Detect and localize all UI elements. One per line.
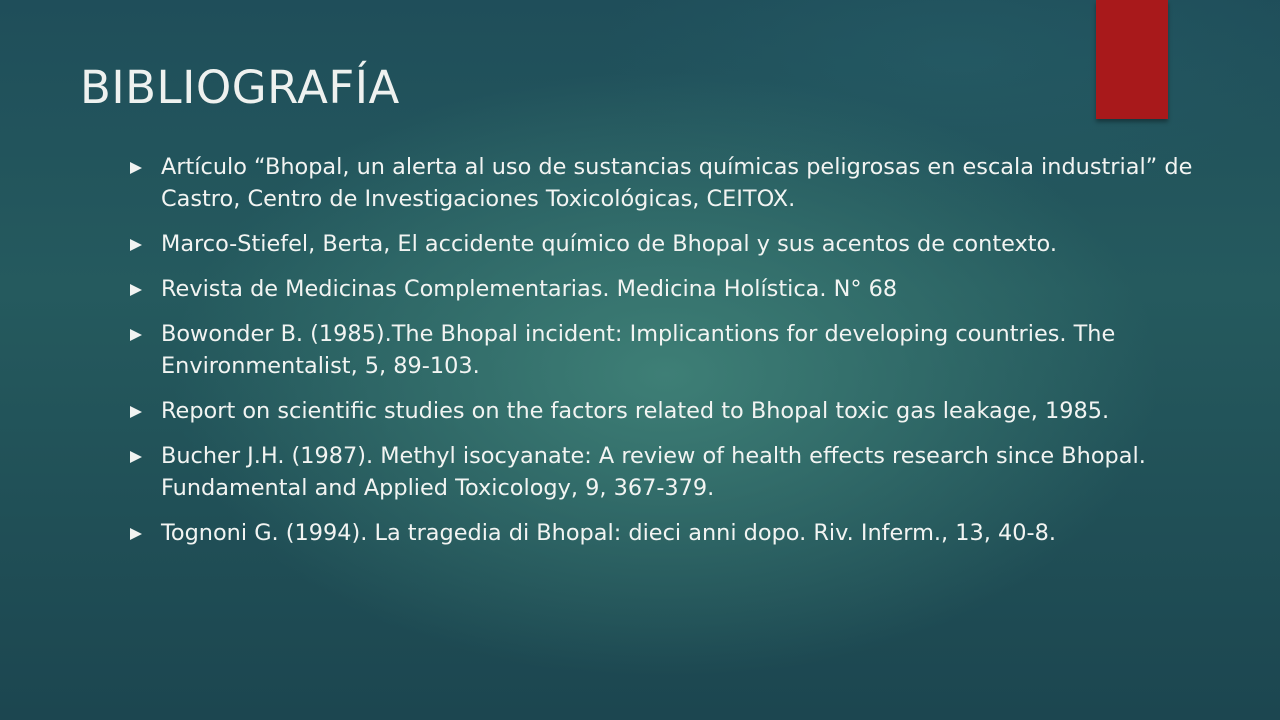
reference-text: Bucher J.H. (1987). Methyl isocyanate: A review of health effects research since Bhopal. Fundamental and Applied Toxicology, 9, 367-379.: [161, 443, 1146, 501]
triangle-right-icon: [130, 239, 142, 251]
slide-title: BIBLIOGRAFÍA: [80, 61, 400, 114]
triangle-right-icon: [130, 406, 142, 418]
reference-item: [130, 151, 1210, 215]
triangle-right-icon: [130, 162, 142, 174]
reference-item: [130, 273, 1210, 305]
reference-text: Tognoni G. (1994). La tragedia di Bhopal: dieci anni dopo. Riv. Inferm., 13, 40-8.: [161, 520, 1056, 546]
triangle-right-icon: [130, 528, 142, 540]
triangle-right-icon: [130, 284, 142, 296]
reference-item: [130, 517, 1210, 549]
triangle-right-icon: [130, 329, 142, 341]
reference-text: Revista de Medicinas Complementarias. Medicina Holística. N° 68: [161, 276, 898, 302]
reference-text: Bowonder B. (1985).The Bhopal incident: Implicantions for developing countries. The Environmentalist, 5, 89-103.: [161, 321, 1116, 379]
reference-item: [130, 440, 1210, 504]
reference-text: Artículo “Bhopal, un alerta al uso de sustancias químicas peligrosas en escala industrial” de Castro, Centro de Investigaciones Toxicológicas, CEITOX.: [161, 154, 1193, 212]
reference-item: [130, 395, 1210, 427]
reference-text: Marco-Stiefel, Berta, El accidente químico de Bhopal y sus acentos de contexto.: [161, 231, 1057, 257]
reference-item: [130, 228, 1210, 260]
reference-list: [130, 151, 1210, 562]
triangle-right-icon: [130, 451, 142, 463]
reference-item: [130, 318, 1210, 382]
accent-bar: [1096, 0, 1168, 119]
reference-text: Report on scientific studies on the factors related to Bhopal toxic gas leakage, 1985.: [161, 398, 1110, 424]
